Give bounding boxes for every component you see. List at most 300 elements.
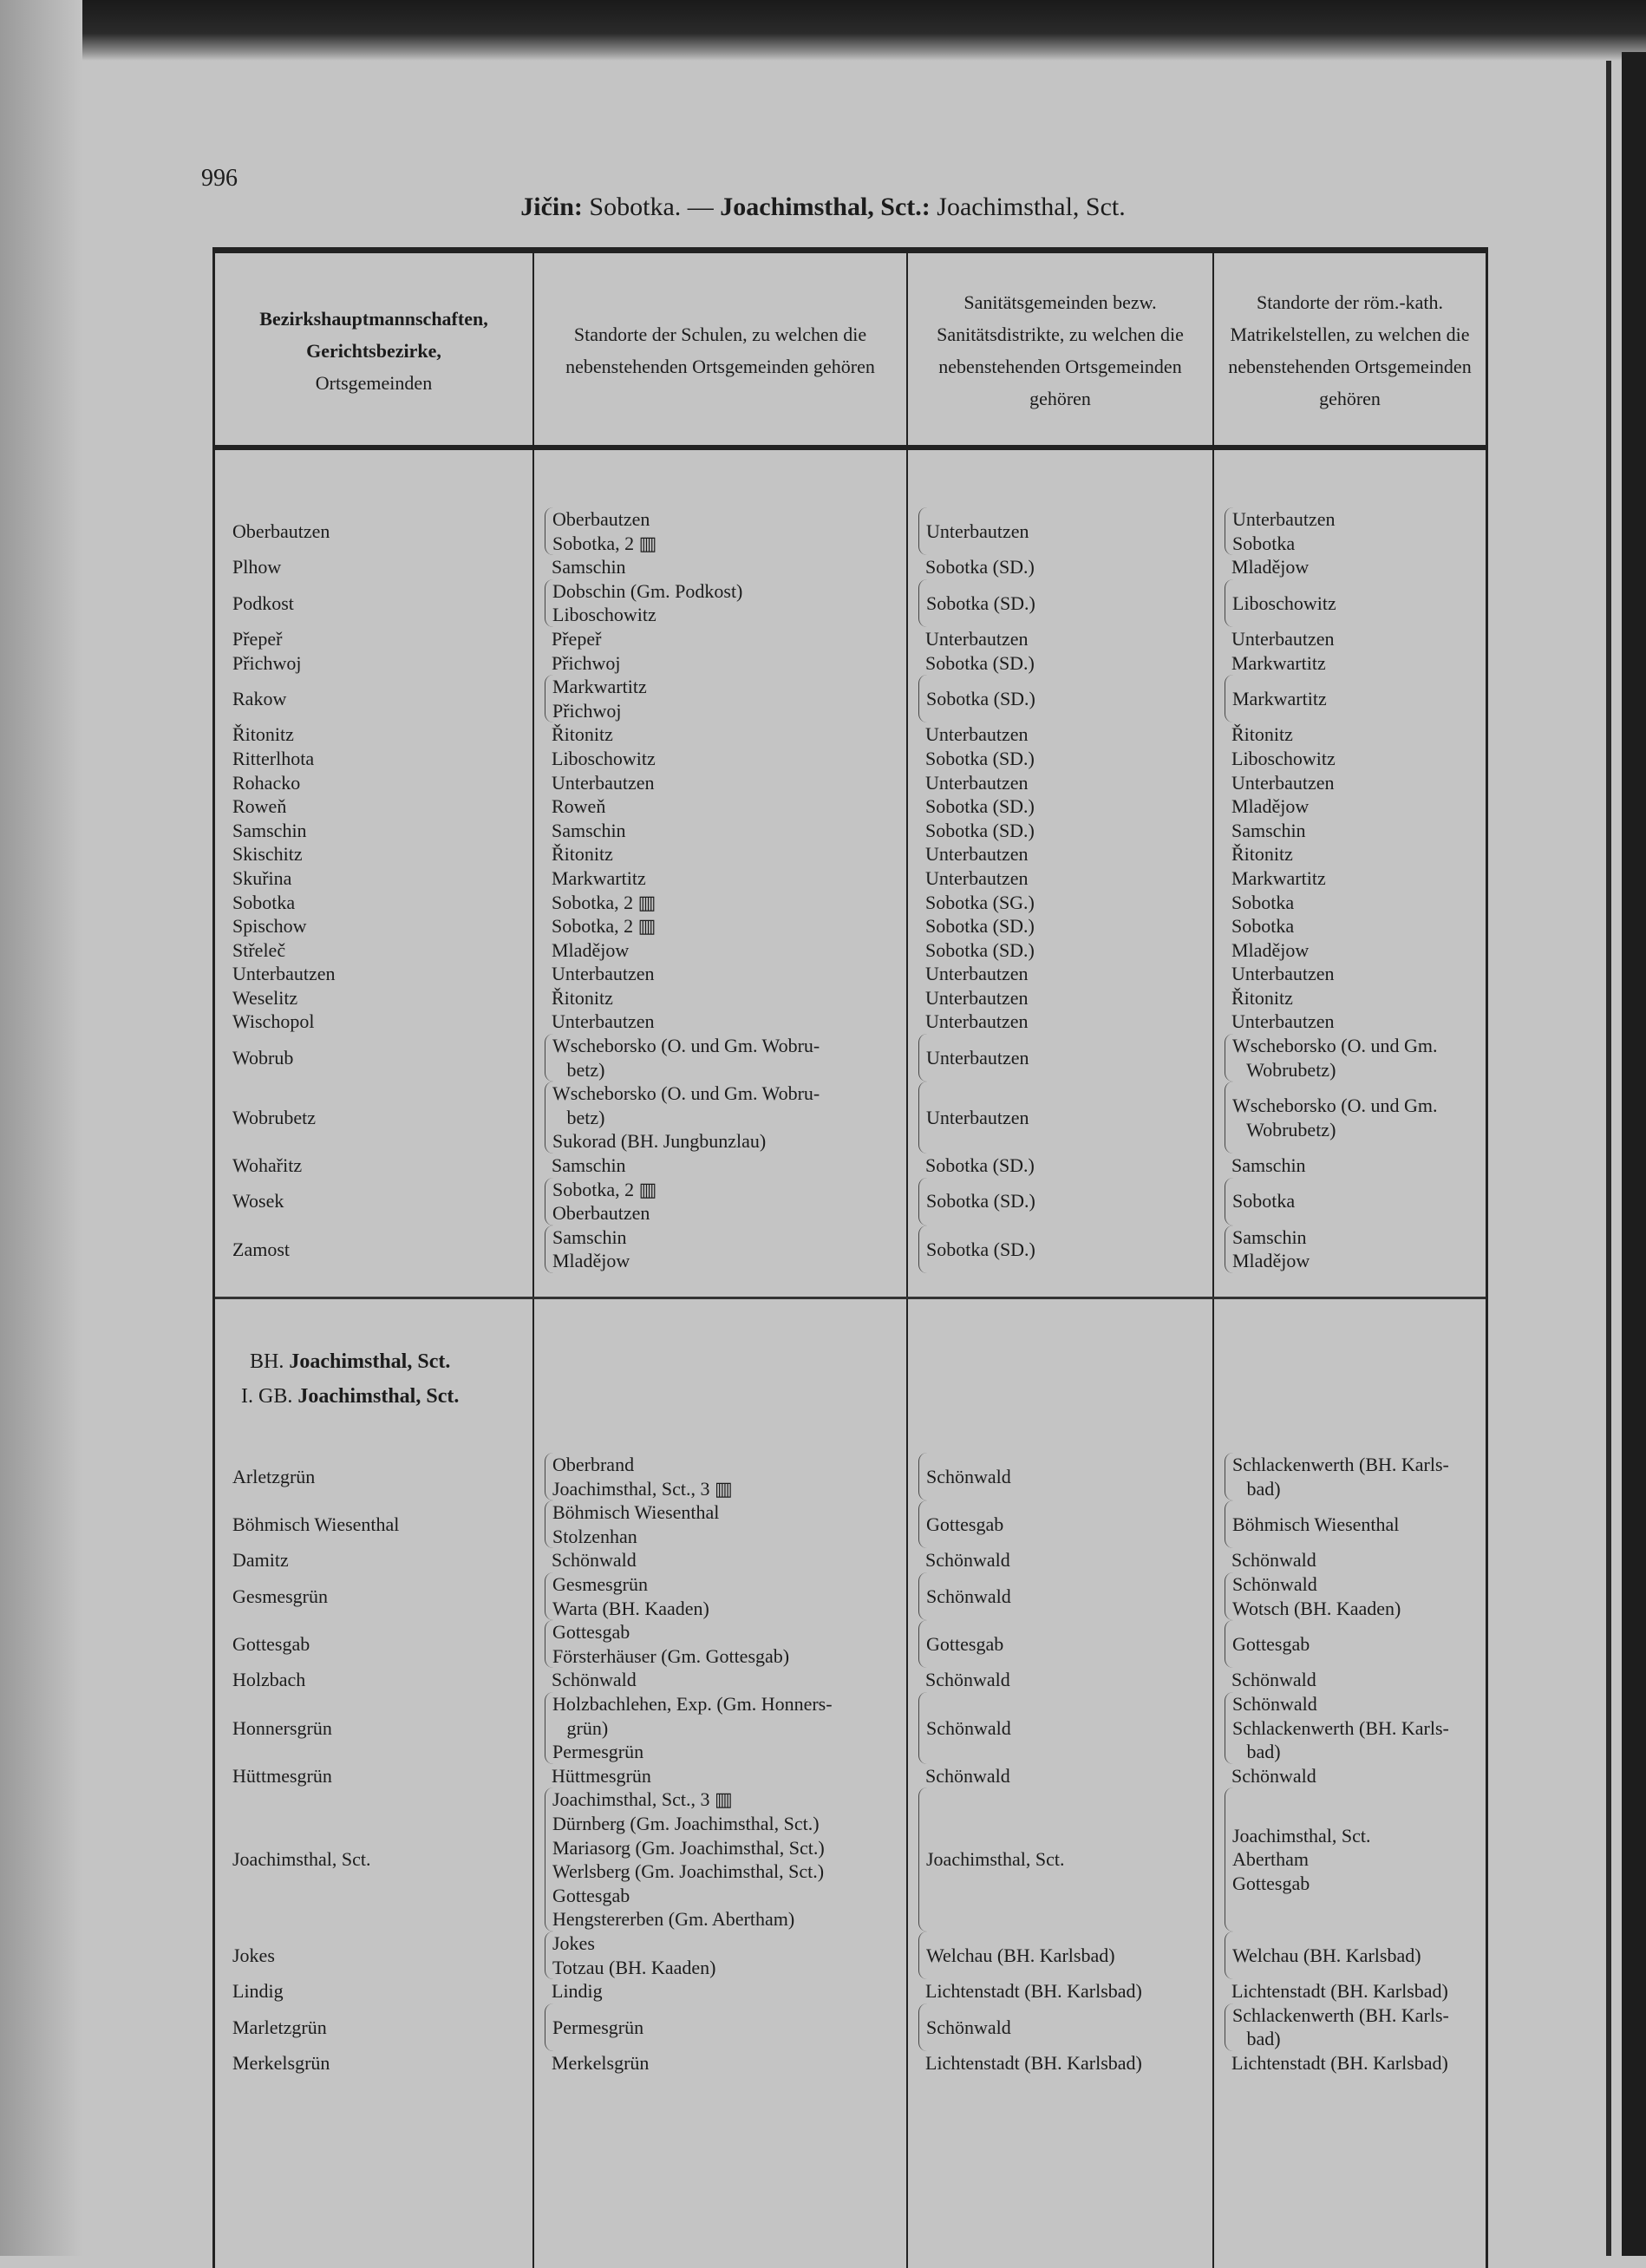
- ortsgemeinde-name: Wosek: [232, 1190, 284, 1212]
- ortsgemeinde: [215, 747, 534, 771]
- schule-line: Samschin: [552, 1154, 626, 1177]
- ortsgemeinde: [215, 1154, 534, 1178]
- table-row: [215, 1226, 1486, 1273]
- ortsgemeinde: [215, 1548, 534, 1572]
- ortsgemeinde: [215, 842, 534, 866]
- ortsgemeinde: [215, 579, 534, 627]
- matrikelstelle-line: Samschin: [1232, 1226, 1307, 1248]
- matrikelstelle: [1214, 914, 1486, 938]
- ortsgemeinde-name: Hüttmesgrün: [232, 1764, 332, 1787]
- sanitaetsgemeinde: [918, 1453, 1214, 1500]
- schule: [545, 1226, 908, 1273]
- ortsgemeinde-name: Přepeř: [232, 627, 283, 650]
- ortsgemeinde-name: Holzbach: [232, 1669, 306, 1691]
- matrikelstelle-line: Markwartitz: [1231, 866, 1326, 889]
- sanitaetsgemeinde: [908, 651, 1214, 676]
- ortsgemeinde: [215, 866, 534, 891]
- ortsgemeinde-name: Podkost: [232, 592, 294, 614]
- table-row: [215, 1178, 1486, 1226]
- sanitaetsgemeinde-line: Unterbautzen: [926, 1046, 1029, 1069]
- ortsgemeinde: [215, 1764, 534, 1788]
- sanitaetsgemeinde: [918, 1620, 1214, 1668]
- sanitaetsgemeinde: [908, 891, 1214, 915]
- sanitaetsgemeinde: [908, 986, 1214, 1010]
- schule-line: Merkelsgrün: [552, 2051, 650, 2074]
- sanitaetsgemeinde: [908, 1548, 1214, 1572]
- ortsgemeinde: [215, 1010, 534, 1034]
- matrikelstelle: [1214, 819, 1486, 843]
- table-row: [215, 891, 1486, 915]
- schule-line: Unterbautzen: [552, 963, 655, 985]
- sanitaetsgemeinde: [908, 722, 1214, 747]
- matrikelstelle: [1214, 1764, 1486, 1788]
- schule: [545, 1572, 908, 1620]
- ortsgemeinde: [215, 1692, 534, 1764]
- ortsgemeinde: [215, 2051, 534, 2075]
- matrikelstelle: [1214, 747, 1486, 771]
- ortsgemeinde-name: Oberbautzen: [232, 520, 330, 542]
- sanitaetsgemeinde: [908, 627, 1214, 651]
- matrikelstelle: [1225, 1034, 1486, 1082]
- table-row: [215, 914, 1486, 938]
- sanitaetsgemeinde-line: Sobotka (SD.): [925, 938, 1035, 961]
- header-rule: [215, 445, 1486, 450]
- ortsgemeinde: [215, 722, 534, 747]
- ortsgemeinde: [215, 1788, 534, 1931]
- table-row: [215, 1010, 1486, 1034]
- matrikelstelle-line: Schlackenwerth (BH. Karls-: [1232, 2003, 1449, 2026]
- matrikelstelle: [1225, 507, 1486, 555]
- schule-line: Oberbautzen: [552, 1202, 650, 1225]
- schule: [534, 986, 908, 1010]
- sanitaetsgemeinde-line: Unterbautzen: [925, 771, 1029, 794]
- schule-line: Hüttmesgrün: [552, 1764, 651, 1787]
- title-district-2: Joachimsthal, Sct.:: [720, 193, 931, 221]
- schule-line: Mladějow: [552, 1250, 630, 1272]
- table-row: [215, 819, 1486, 843]
- sanitaetsgemeinde-line: Unterbautzen: [925, 843, 1029, 866]
- table-row: [215, 2051, 1486, 2075]
- sanitaetsgemeinde-line: Gottesgab: [926, 1632, 1004, 1655]
- page-number: 996: [201, 165, 238, 192]
- sanitaetsgemeinde: [908, 747, 1214, 771]
- table-row: [215, 1764, 1486, 1788]
- sanitaetsgemeinde: [918, 507, 1214, 555]
- sanitaetsgemeinde: [918, 1500, 1214, 1548]
- table-row: [215, 986, 1486, 1010]
- sanitaetsgemeinde-line: Schönwald: [925, 1669, 1010, 1691]
- ortsgemeinde-name: Sobotka: [232, 891, 296, 913]
- sanitaetsgemeinde-line: Unterbautzen: [925, 963, 1029, 985]
- matrikelstelle: [1214, 866, 1486, 891]
- matrikelstelle-line: bad): [1232, 1477, 1281, 1500]
- sanitaetsgemeinde-line: Unterbautzen: [925, 986, 1029, 1009]
- ortsgemeinde-name: Ritterlhota: [232, 747, 315, 769]
- ortsgemeinde: [215, 1668, 534, 1692]
- schule-line: Liboschowitz: [552, 747, 656, 769]
- sanitaetsgemeinde: [908, 1764, 1214, 1788]
- matrikelstelle: [1214, 771, 1486, 795]
- matrikelstelle: [1214, 1668, 1486, 1692]
- schule-line: Markwartitz: [552, 866, 646, 889]
- sanitaetsgemeinde-line: Unterbautzen: [926, 1106, 1029, 1128]
- sanitaetsgemeinde-line: Sobotka (SD.): [925, 651, 1035, 674]
- schule-line: Totzau (BH. Kaaden): [552, 1956, 716, 1978]
- scan-edge-top: [0, 0, 1646, 61]
- header-gemeinden: Bezirkshauptmannschaften, Gerichtsbezirke, Ortsgemeinden: [259, 307, 488, 394]
- sanitaetsgemeinde: [908, 938, 1214, 963]
- matrikelstelle-line: Unterbautzen: [1231, 771, 1335, 794]
- sanitaetsgemeinde-line: Joachimsthal, Sct.: [926, 1848, 1065, 1871]
- matrikelstelle-line: Lichtenstadt (BH. Karlsbad): [1231, 2051, 1448, 2074]
- ortsgemeinde: [215, 986, 534, 1010]
- schule-line: betz): [552, 1058, 605, 1081]
- matrikelstelle-line: Schlackenwerth (BH. Karls-: [1232, 1454, 1449, 1475]
- matrikelstelle-line: Schönwald: [1231, 1764, 1316, 1787]
- sanitaetsgemeinde: [918, 1788, 1214, 1931]
- ortsgemeinde: [215, 651, 534, 676]
- matrikelstelle-line: Sobotka: [1232, 532, 1296, 554]
- table-row: [215, 1572, 1486, 1620]
- schule-line: Mladějow: [552, 938, 630, 961]
- schule: [534, 722, 908, 747]
- sanitaetsgemeinde: [918, 1082, 1214, 1154]
- schule-line: Sobotka, 2 ▥: [552, 1178, 657, 1200]
- sanitaetsgemeinde: [908, 555, 1214, 579]
- sanitaetsgemeinde-line: Sobotka (SD.): [925, 819, 1035, 841]
- matrikelstelle-line: Wobrubetz): [1232, 1118, 1336, 1141]
- sanitaetsgemeinde-line: Welchau (BH. Karlsbad): [926, 1944, 1115, 1966]
- matrikelstelle: [1214, 651, 1486, 676]
- scan-edge-right: [1622, 52, 1646, 2256]
- matrikelstelle: [1214, 938, 1486, 963]
- schule-line: Sobotka, 2 ▥: [552, 891, 656, 913]
- ortsgemeinde-name: Jokes: [232, 1944, 275, 1966]
- matrikelstelle-line: bad): [1232, 1741, 1281, 1763]
- matrikelstelle-line: Wscheborsko (O. und Gm.: [1232, 1035, 1438, 1057]
- matrikelstelle-line: Samschin: [1231, 819, 1306, 841]
- section-joachimsthal: [215, 1453, 1486, 2075]
- matrikelstelle: [1214, 1154, 1486, 1178]
- schule-line: Lindig: [552, 1980, 603, 2003]
- matrikelstelle: [1225, 1572, 1486, 1620]
- matrikelstelle: [1214, 722, 1486, 747]
- sanitaetsgemeinde-line: Schönwald: [926, 1716, 1011, 1739]
- sanitaetsgemeinde-line: Sobotka (SD.): [925, 556, 1035, 578]
- scan-edge-left: [0, 0, 82, 2256]
- table-row: [215, 1500, 1486, 1548]
- matrikelstelle-line: Liboschowitz: [1231, 747, 1336, 769]
- schule-line: Schönwald: [552, 1669, 637, 1691]
- matrikelstelle-line: Lichtenstadt (BH. Karlsbad): [1231, 1980, 1448, 2003]
- matrikelstelle-line: Wscheborsko (O. und Gm.: [1232, 1095, 1438, 1117]
- matrikelstelle-line: bad): [1232, 2028, 1281, 2050]
- schule-line: Wscheborsko (O. und Gm. Wobru-: [552, 1035, 820, 1057]
- matrikelstelle: [1225, 1620, 1486, 1668]
- ortsgemeinde-name: Weselitz: [232, 986, 298, 1009]
- schule-line: betz): [552, 1106, 605, 1128]
- schule-line: Joachimsthal, Sct., 3 ▥: [552, 1477, 733, 1500]
- table-row: [215, 1788, 1486, 1931]
- matrikelstelle-line: Schlackenwerth (BH. Karls-: [1232, 1716, 1449, 1739]
- matrikelstelle-line: Mladějow: [1231, 556, 1310, 578]
- matrikelstelle-line: Sobotka: [1232, 1190, 1296, 1212]
- matrikelstelle: [1214, 842, 1486, 866]
- matrikelstelle: [1225, 1453, 1486, 1500]
- sanitaetsgemeinde: [918, 2003, 1214, 2051]
- ortsgemeinde: [215, 1979, 534, 2003]
- ortsgemeinde: [215, 819, 534, 843]
- matrikelstelle: [1214, 986, 1486, 1010]
- schule-line: Oberbrand: [552, 1454, 635, 1475]
- matrikelstelle: [1225, 1500, 1486, 1548]
- ortsgemeinde-name: Samschin: [232, 819, 307, 841]
- table-row: [215, 1668, 1486, 1692]
- matrikelstelle: [1214, 555, 1486, 579]
- table-row: [215, 842, 1486, 866]
- schule: [534, 2051, 908, 2075]
- schule-line: Samschin: [552, 819, 626, 841]
- schule-line: Stolzenhan: [552, 1525, 637, 1547]
- schule-line: Sukorad (BH. Jungbunzlau): [552, 1130, 767, 1153]
- schule-line: Dürnberg (Gm. Joachimsthal, Sct.): [552, 1812, 820, 1834]
- matrikelstelle-line: Markwartitz: [1232, 687, 1327, 709]
- sanitaetsgemeinde: [908, 771, 1214, 795]
- ortsgemeinde: [215, 627, 534, 651]
- ortsgemeinde: [215, 1226, 534, 1273]
- ortsgemeinde: [215, 555, 534, 579]
- sanitaetsgemeinde: [908, 1668, 1214, 1692]
- sanitaetsgemeinde-line: Sobotka (SD.): [925, 1154, 1035, 1177]
- schule: [534, 914, 908, 938]
- matrikelstelle: [1214, 794, 1486, 819]
- sanitaetsgemeinde-line: Sobotka (SD.): [926, 687, 1035, 709]
- schule-line: Řitonitz: [552, 723, 613, 746]
- ortsgemeinde-name: Böhmisch Wiesenthal: [232, 1513, 400, 1535]
- matrikelstelle-line: Welchau (BH. Karlsbad): [1232, 1944, 1421, 1966]
- table-row: [215, 627, 1486, 651]
- sanitaetsgemeinde: [908, 2051, 1214, 2075]
- ortsgemeinde-name: Unterbautzen: [232, 963, 336, 985]
- schule: [534, 819, 908, 843]
- matrikelstelle: [1225, 1226, 1486, 1273]
- schule-line: Řitonitz: [552, 843, 613, 866]
- schule-line: Přepeř: [552, 627, 602, 650]
- schule: [545, 1082, 908, 1154]
- schule-line: Samschin: [552, 556, 626, 578]
- schule-line: Joachimsthal, Sct., 3 ▥: [552, 1788, 733, 1811]
- schule-line: Přichwoj: [552, 699, 622, 722]
- schule: [534, 1764, 908, 1788]
- ortsgemeinde-name: Skischitz: [232, 843, 303, 866]
- ortsgemeinde: [215, 794, 534, 819]
- matrikelstelle-line: Řitonitz: [1231, 843, 1293, 866]
- title-subdistrict: Sobotka. —: [582, 193, 721, 221]
- ortsgemeinde-name: Přichwoj: [232, 651, 302, 674]
- ortsgemeinde-name: Gesmesgrün: [232, 1585, 328, 1607]
- matrikelstelle-line: Schönwald: [1232, 1572, 1317, 1595]
- ortsgemeinde-name: Arletzgrün: [232, 1465, 316, 1487]
- matrikelstelle: [1225, 1931, 1486, 1979]
- schule: [545, 1500, 908, 1548]
- matrikelstelle-line: Schönwald: [1231, 1669, 1316, 1691]
- schule-line: Sobotka, 2 ▥: [552, 532, 657, 554]
- ortsgemeinde: [215, 891, 534, 915]
- table-row: [215, 1979, 1486, 2003]
- matrikelstelle-line: Wotsch (BH. Kaaden): [1232, 1597, 1401, 1619]
- table-row: [215, 507, 1486, 555]
- section-rule: [215, 1297, 1486, 1299]
- schule-line: Permesgrün: [552, 1741, 644, 1763]
- schule: [534, 1010, 908, 1034]
- table-row: [215, 1548, 1486, 1572]
- title-district: Jičin:: [520, 193, 583, 221]
- ortsgemeinde: [215, 1500, 534, 1548]
- matrikelstelle-line: Schönwald: [1231, 1549, 1316, 1572]
- table-row: [215, 747, 1486, 771]
- schule-line: Dobschin (Gm. Podkost): [552, 579, 743, 602]
- schule: [534, 627, 908, 651]
- matrikelstelle: [1225, 1082, 1486, 1154]
- sanitaetsgemeinde-line: Unterbautzen: [925, 866, 1029, 889]
- schule: [534, 866, 908, 891]
- ortsgemeinde-name: Rakow: [232, 687, 287, 709]
- matrikelstelle-line: Böhmisch Wiesenthal: [1232, 1513, 1400, 1535]
- schule-line: Wscheborsko (O. und Gm. Wobru-: [552, 1082, 820, 1105]
- schule: [545, 1453, 908, 1500]
- sanitaetsgemeinde: [918, 1692, 1214, 1764]
- schule-line: Gottesgab: [552, 1621, 630, 1644]
- ortsgemeinde: [215, 1620, 534, 1668]
- matrikelstelle-line: Gottesgab: [1232, 1872, 1310, 1894]
- ortsgemeinde-name: Merkelsgrün: [232, 2051, 330, 2074]
- title-subdistrict-2: Joachimsthal, Sct.: [930, 193, 1126, 221]
- ortsgemeinde: [215, 1082, 534, 1154]
- ortsgemeinde: [215, 2003, 534, 2051]
- table-row: [215, 771, 1486, 795]
- table-row: [215, 722, 1486, 747]
- ortsgemeinde: [215, 1931, 534, 1979]
- schule-line: Gottesgab: [552, 1884, 630, 1906]
- sanitaetsgemeinde-line: Lichtenstadt (BH. Karlsbad): [925, 1980, 1142, 2003]
- ortsgemeinde-name: Lindig: [232, 1980, 284, 2003]
- schule: [534, 891, 908, 915]
- table-row: [215, 938, 1486, 963]
- schule-line: Hengstererben (Gm. Abertham): [552, 1908, 795, 1931]
- sanitaetsgemeinde-line: Sobotka (SD.): [925, 915, 1035, 938]
- section-sobotka: [215, 507, 1486, 1273]
- ortsgemeinde: [215, 1178, 534, 1226]
- schule-line: Samschin: [552, 1226, 627, 1248]
- schule: [545, 1788, 908, 1931]
- sanitaetsgemeinde: [908, 914, 1214, 938]
- matrikelstelle: [1214, 891, 1486, 915]
- matrikelstelle: [1225, 1178, 1486, 1226]
- schule-line: Jokes: [552, 1931, 595, 1954]
- ortsgemeinde-name: Wohařitz: [232, 1154, 303, 1177]
- matrikelstelle-line: Unterbautzen: [1232, 508, 1336, 530]
- matrikelstelle-line: Unterbautzen: [1231, 963, 1335, 985]
- matrikelstelle-line: Sobotka: [1231, 891, 1295, 913]
- schule: [534, 771, 908, 795]
- ortsgemeinde-name: Zamost: [232, 1238, 290, 1260]
- ortsgemeinde-name: Marletzgrün: [232, 2016, 327, 2038]
- table-row: [215, 1453, 1486, 1500]
- schule: [534, 938, 908, 963]
- matrikelstelle: [1225, 675, 1486, 722]
- ortsgemeinde-name: Plhow: [232, 556, 282, 578]
- matrikelstelle-line: Mladějow: [1232, 1250, 1310, 1272]
- schule: [534, 747, 908, 771]
- ortsgemeinde: [215, 507, 534, 555]
- ortsgemeinde-name: Wobrubetz: [232, 1106, 316, 1128]
- schule: [534, 842, 908, 866]
- schule: [545, 1178, 908, 1226]
- schule-line: Böhmisch Wiesenthal: [552, 1501, 720, 1524]
- sanitaetsgemeinde-line: Sobotka (SD.): [926, 1238, 1035, 1260]
- ortsgemeinde-name: Rohacko: [232, 771, 301, 794]
- schule: [534, 651, 908, 676]
- ortsgemeinde-name: Wischopol: [232, 1010, 315, 1033]
- table-row: [215, 651, 1486, 676]
- table-row: [215, 675, 1486, 722]
- ortsgemeinde-name: Honnersgrün: [232, 1716, 332, 1739]
- table-row: [215, 794, 1486, 819]
- matrikelstelle: [1225, 579, 1486, 627]
- ortsgemeinde: [215, 962, 534, 986]
- ortsgemeinde: [215, 914, 534, 938]
- sanitaetsgemeinde: [908, 1154, 1214, 1178]
- sanitaetsgemeinde-line: Lichtenstadt (BH. Karlsbad): [925, 2051, 1142, 2074]
- ortsgemeinde: [215, 675, 534, 722]
- schule: [534, 1979, 908, 2003]
- ortsgemeinde: [215, 1572, 534, 1620]
- ortsgemeinde-name: Řitonitz: [232, 723, 294, 746]
- table-row: [215, 1082, 1486, 1154]
- sanitaetsgemeinde-line: Schönwald: [925, 1549, 1010, 1572]
- sanitaetsgemeinde: [908, 1979, 1214, 2003]
- sanitaetsgemeinde: [908, 866, 1214, 891]
- table-row: [215, 962, 1486, 986]
- sanitaetsgemeinde-line: Schönwald: [926, 1465, 1011, 1487]
- schule: [534, 962, 908, 986]
- schule: [534, 1668, 908, 1692]
- table-row: [215, 1620, 1486, 1668]
- table-row: [215, 1034, 1486, 1082]
- matrikelstelle-line: Liboschowitz: [1232, 592, 1336, 614]
- table-row: [215, 866, 1486, 891]
- schule: [545, 1931, 908, 1979]
- sanitaetsgemeinde-line: Schönwald: [926, 2016, 1011, 2038]
- schule-line: Unterbautzen: [552, 771, 655, 794]
- ortsgemeinde-name: Wobrub: [232, 1046, 294, 1069]
- register-table: [212, 247, 1488, 2268]
- scan-edge-right-line: [1606, 61, 1611, 2256]
- schule-line: Warta (BH. Kaaden): [552, 1597, 709, 1619]
- table-row: [215, 579, 1486, 627]
- matrikelstelle-line: Řitonitz: [1231, 723, 1293, 746]
- schule-line: Roweň: [552, 795, 606, 818]
- ortsgemeinde: [215, 938, 534, 963]
- matrikelstelle-line: Samschin: [1231, 1154, 1306, 1177]
- schule: [545, 1620, 908, 1668]
- matrikelstelle: [1225, 1692, 1486, 1764]
- header-schulen: Standorte der Schulen, zu welchen die nebenstehenden Ortsgemeinden gehören: [565, 324, 875, 377]
- sanitaetsgemeinde: [918, 579, 1214, 627]
- matrikelstelle-line: Joachimsthal, Sct.: [1232, 1824, 1371, 1846]
- matrikelstelle-line: Unterbautzen: [1231, 627, 1335, 650]
- ortsgemeinde: [215, 1034, 534, 1082]
